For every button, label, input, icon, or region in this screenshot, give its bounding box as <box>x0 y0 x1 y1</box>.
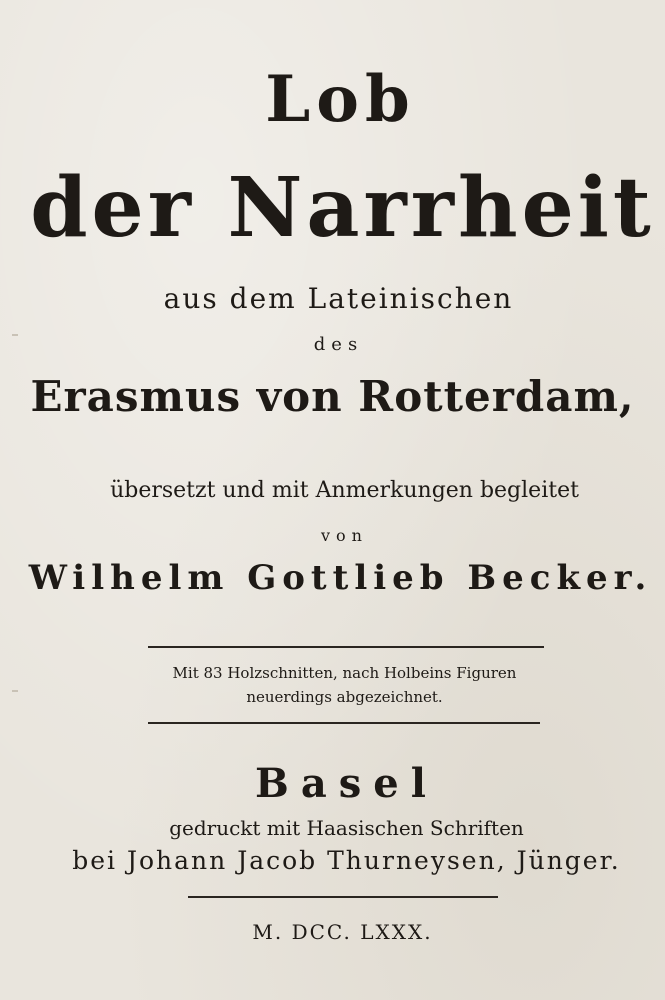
translation-note: übersetzt und mit Anmerkungen begleitet <box>110 478 579 503</box>
imprint-place: Basel <box>255 760 438 807</box>
divider-rule <box>148 722 540 724</box>
imprint-year: M. DCC. LXXX. <box>252 920 433 944</box>
imprint-printer: bei Johann Jacob Thurneysen, Jünger. <box>72 846 621 875</box>
subtitle-des: des <box>313 334 364 355</box>
translation-von: von <box>321 526 368 545</box>
translator-name: Wilhelm Gottlieb Becker. <box>28 558 653 598</box>
title-line-lob: Lob <box>265 62 416 137</box>
title-line-narrheit: der Narrheit <box>30 160 655 256</box>
imprint-typeface: gedruckt mit Haasischen Schriften <box>169 816 524 840</box>
divider-rule <box>188 896 498 898</box>
illustrations-note-line1: Mit 83 Holzschnitten, nach Holbeins Figuren <box>172 664 517 682</box>
subtitle-source: aus dem Lateinischen <box>163 282 514 315</box>
illustrations-note-line2: neuerdings abgezeichnet. <box>246 688 443 706</box>
divider-rule <box>148 646 544 648</box>
author-name: Erasmus von Rotterdam, <box>30 372 635 421</box>
